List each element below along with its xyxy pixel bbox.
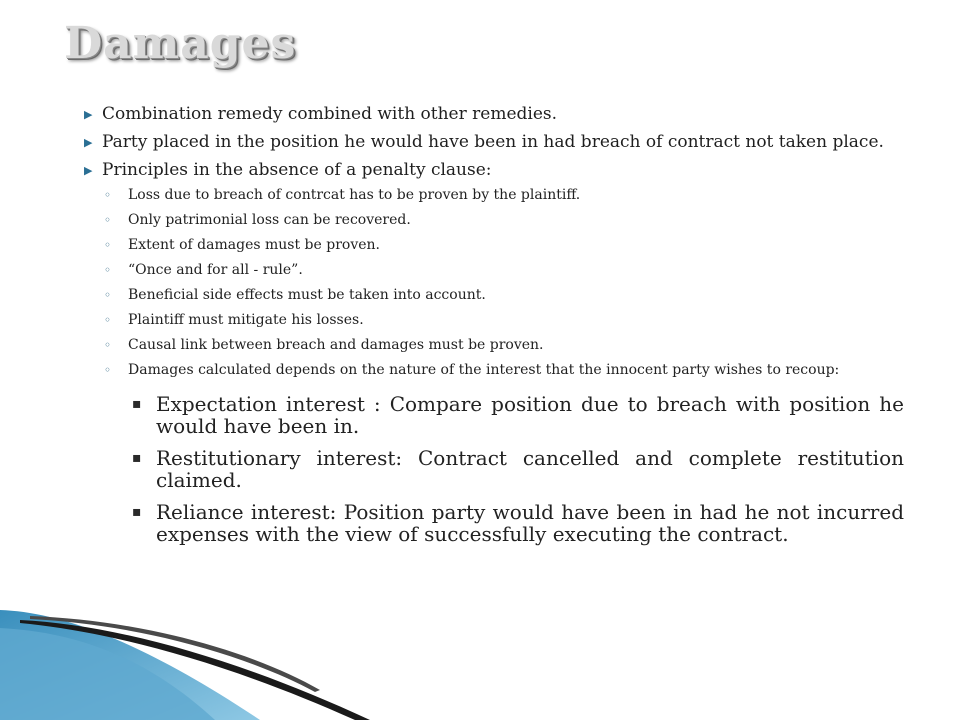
small-circle-icon: ◦ (104, 263, 112, 277)
bullet-list (84, 104, 904, 555)
list-item-text: Party placed in the position he would have been in had breach of contract not taken place. (102, 132, 884, 152)
sub-sub-bullet-list (128, 393, 904, 545)
triangle-right-icon: ▶ (84, 164, 93, 177)
triangle-right-icon: ▶ (84, 136, 93, 149)
list-item (84, 132, 904, 153)
sub-bullet-list (104, 187, 904, 545)
sub-list-item-text: Only patrimonial loss can be recovered. (128, 212, 411, 228)
small-circle-icon: ◦ (104, 363, 112, 377)
square-dot-icon: ▪ (132, 450, 142, 466)
sub-sub-list-item (128, 447, 904, 491)
sub-list-item (104, 362, 904, 545)
sub-list-item (104, 312, 904, 329)
small-circle-icon: ◦ (104, 338, 112, 352)
sub-list-item (104, 262, 904, 279)
sub-sub-list-item (128, 393, 904, 437)
sub-list-item-text: “Once and for all - rule”. (128, 262, 303, 278)
square-dot-icon: ▪ (132, 396, 142, 412)
sub-list-item (104, 212, 904, 229)
small-circle-icon: ◦ (104, 313, 112, 327)
list-item-text: Principles in the absence of a penalty clause: (102, 160, 492, 180)
sub-list-item-text: Beneficial side effects must be taken into account. (128, 287, 486, 303)
sub-sub-list-item-text: Restitutionary interest: Contract cancelled and complete restitution claimed. (156, 446, 904, 492)
sub-list-item-text: Plaintiff must mitigate his losses. (128, 312, 364, 328)
list-item (84, 104, 904, 125)
square-dot-icon: ▪ (132, 504, 142, 520)
sub-sub-list-item-text: Reliance interest: Position party would have been in had he not incurred expenses with the view of successfully executing the contract. (156, 500, 904, 546)
small-circle-icon: ◦ (104, 213, 112, 227)
page-title: Damages (64, 18, 297, 69)
sub-list-item (104, 337, 904, 354)
small-circle-icon: ◦ (104, 238, 112, 252)
small-circle-icon: ◦ (104, 188, 112, 202)
sub-list-item-text: Causal link between breach and damages must be proven. (128, 337, 544, 353)
sub-list-item (104, 237, 904, 254)
sub-sub-list-item (128, 501, 904, 545)
triangle-right-icon: ▶ (84, 108, 93, 121)
sub-list-item (104, 287, 904, 304)
list-item-text: Combination remedy combined with other remedies. (102, 104, 558, 124)
sub-list-item (104, 187, 904, 204)
small-circle-icon: ◦ (104, 288, 112, 302)
sub-sub-list-item-text: Expectation interest : Compare position due to breach with position he would have been in. (156, 392, 904, 438)
sub-list-item-text: Loss due to breach of contrcat has to be proven by the plaintiff. (128, 187, 581, 203)
sub-list-item-text: Damages calculated depends on the nature of the interest that the innocent party wishes to recoup: (128, 362, 840, 378)
sub-list-item-text: Extent of damages must be proven. (128, 237, 380, 253)
list-item (84, 160, 904, 545)
